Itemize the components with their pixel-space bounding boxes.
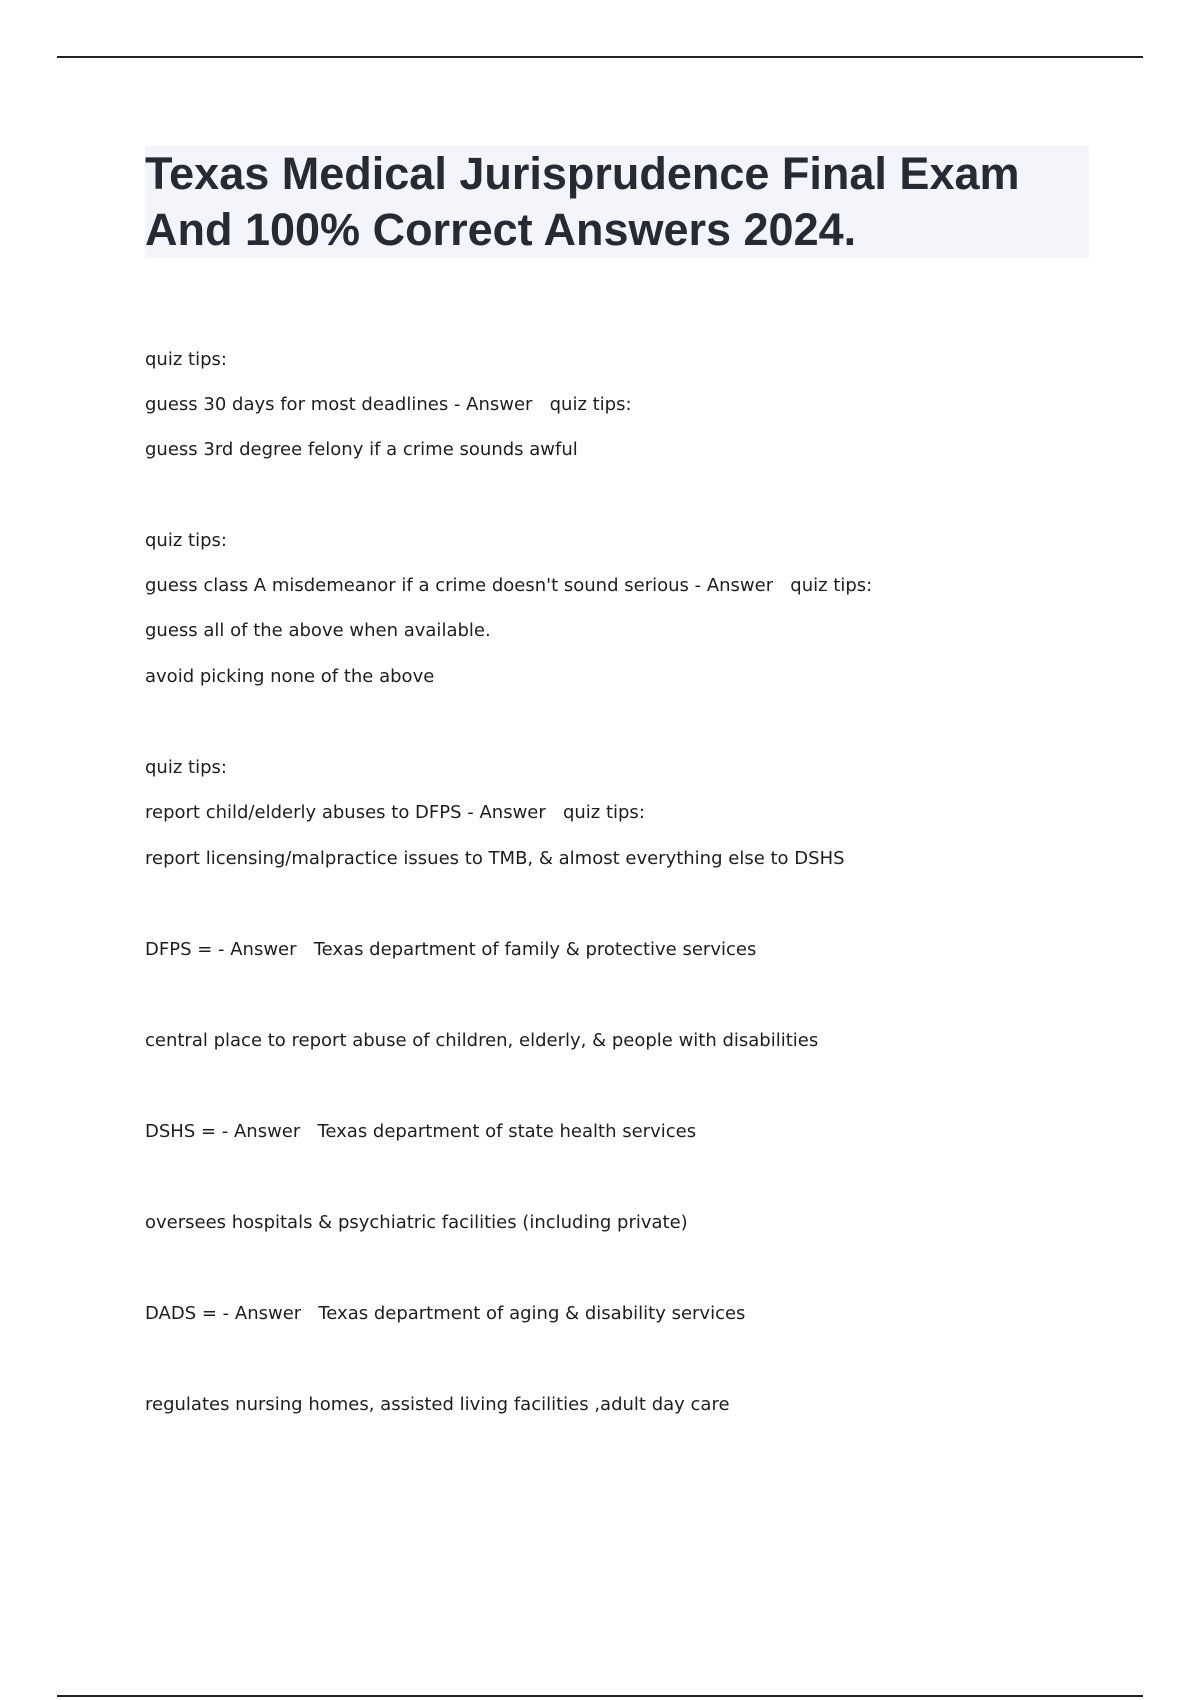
text-line: avoid picking none of the above	[145, 666, 435, 687]
title-line-2: And 100% Correct Answers 2024.	[145, 204, 857, 255]
text-line: report child/elderly abuses to DFPS - Answer quiz tips:	[145, 802, 645, 823]
text-line: DSHS = - Answer Texas department of state health services	[145, 1121, 697, 1142]
text-line: DADS = - Answer Texas department of aging & disability services	[145, 1303, 746, 1324]
text-line: guess 30 days for most deadlines - Answer quiz tips:	[145, 394, 632, 415]
text-line: quiz tips:	[145, 757, 227, 778]
text-line: DFPS = - Answer Texas department of family & protective services	[145, 939, 757, 960]
text-line: quiz tips:	[145, 349, 227, 370]
text-line: oversees hospitals & psychiatric facilities (including private)	[145, 1212, 688, 1233]
text-line: guess class A misdemeanor if a crime doesn't sound serious - Answer quiz tips:	[145, 575, 873, 596]
title-line-1: Texas Medical Jurisprudence Final Exam	[145, 148, 1020, 199]
document-title	[145, 146, 1089, 258]
text-line: central place to report abuse of children, elderly, & people with disabilities	[145, 1030, 819, 1051]
top-rule	[57, 56, 1143, 58]
text-line: quiz tips:	[145, 530, 227, 551]
text-line: regulates nursing homes, assisted living facilities ,adult day care	[145, 1394, 730, 1415]
text-line: guess all of the above when available.	[145, 620, 491, 641]
text-line: guess 3rd degree felony if a crime sounds awful	[145, 439, 578, 460]
bottom-rule	[57, 1695, 1143, 1697]
text-line: report licensing/malpractice issues to TMB, & almost everything else to DSHS	[145, 848, 845, 869]
